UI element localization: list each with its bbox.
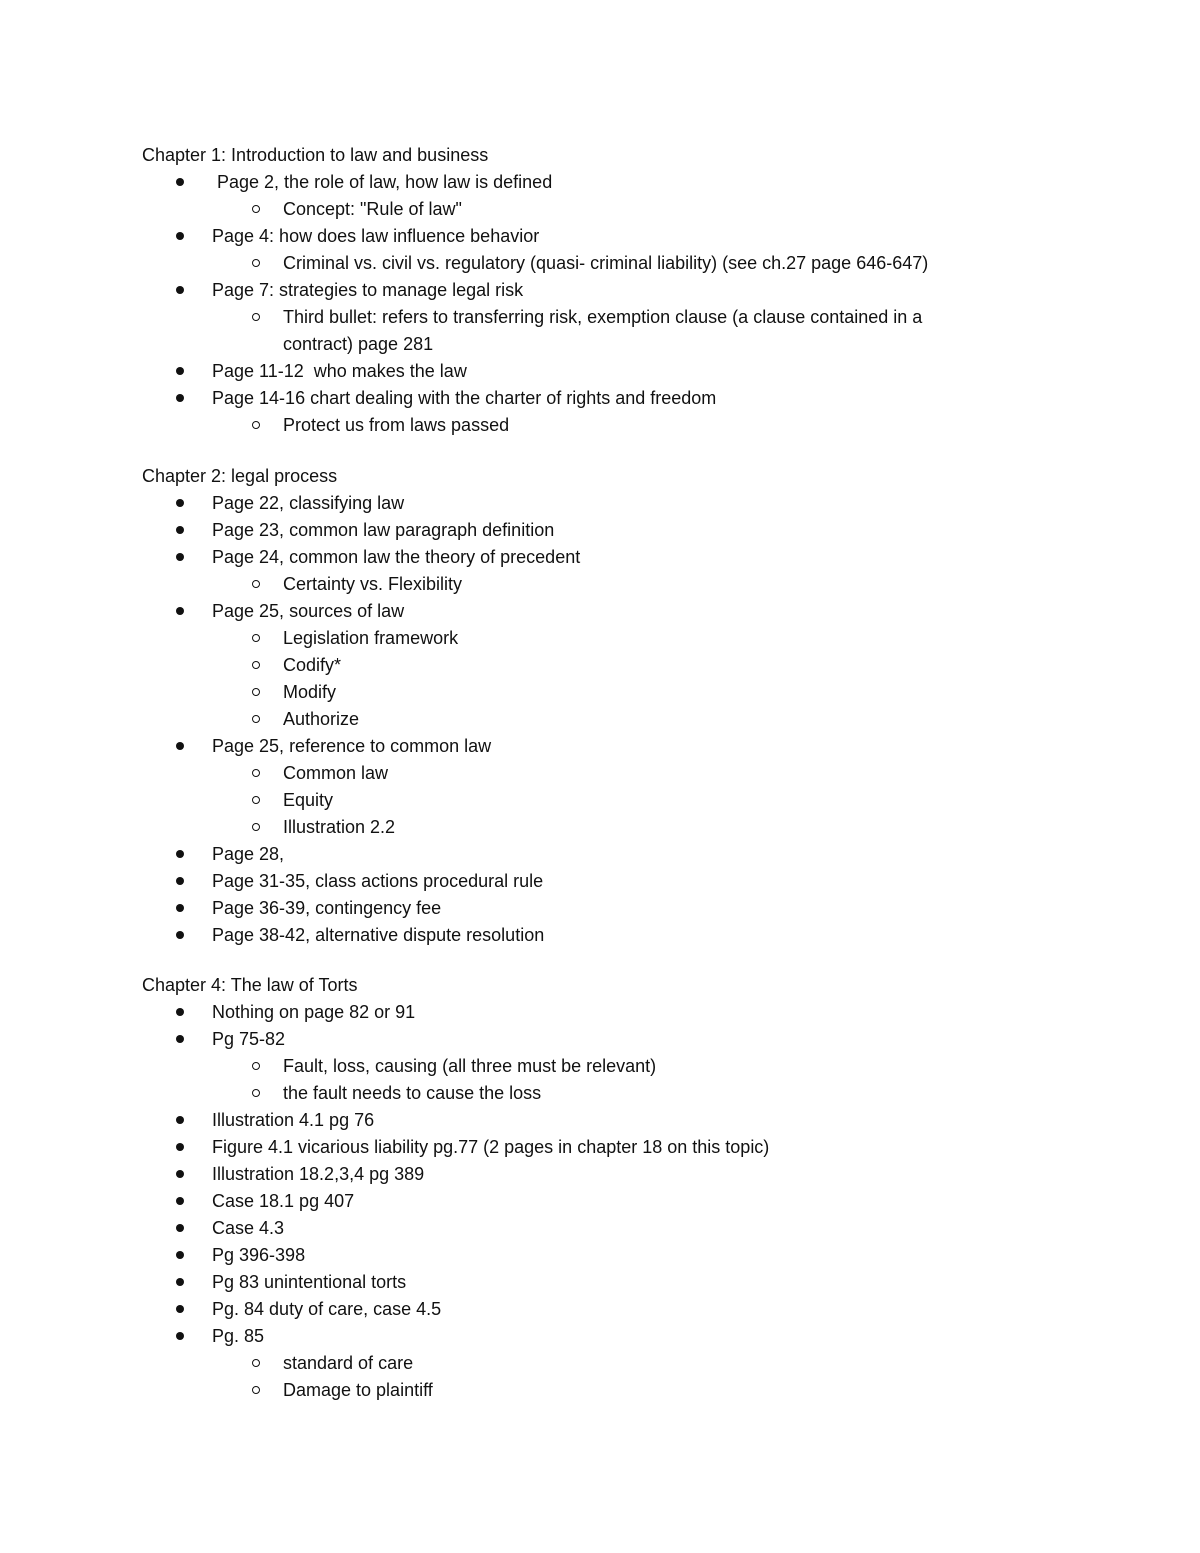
- list-item: [142, 517, 1122, 544]
- circle-bullet-icon: [252, 1350, 262, 1377]
- sub-list: [142, 196, 1122, 223]
- list-item-text: Figure 4.1 vicarious liability pg.77 (2 pages in chapter 18 on this topic): [212, 1137, 770, 1157]
- sub-list-item-text: Criminal vs. civil vs. regulatory (quasi- criminal liability) (see ch.27 page 646-647): [283, 253, 929, 273]
- circle-bullet-icon: [252, 1053, 262, 1080]
- sub-list-item-text: Fault, loss, causing (all three must be relevant): [283, 1056, 657, 1076]
- list-item-row: [142, 544, 1122, 571]
- sub-list-item-text: Third bullet: refers to transferring risk, exemption clause (a clause contained in a contract) page 281: [283, 307, 923, 354]
- list-item-row: [142, 733, 1122, 760]
- sub-list-item-text: Concept: "Rule of law": [283, 199, 462, 219]
- bullet-list: [142, 999, 1122, 1404]
- chapter-section: [142, 972, 1122, 1404]
- circle-bullet-icon: [252, 679, 262, 706]
- bullet-icon: [176, 1215, 188, 1242]
- list-item: [142, 1323, 1122, 1404]
- sub-list-item-text: Modify: [283, 682, 337, 702]
- circle-bullet-icon: [252, 304, 262, 331]
- list-item-text: Pg 396-398: [212, 1245, 306, 1265]
- list-item-text: Case 18.1 pg 407: [212, 1191, 355, 1211]
- list-item: [142, 544, 1122, 598]
- bullet-icon: [176, 1134, 188, 1161]
- bullet-icon: [176, 1269, 188, 1296]
- chapter-heading: Chapter 4: The law of Torts: [142, 975, 358, 995]
- circle-bullet-icon: [252, 250, 262, 277]
- sub-list-item-text: the fault needs to cause the loss: [283, 1083, 542, 1103]
- list-item: [142, 169, 1122, 223]
- sub-list-item-text: Certainty vs. Flexibility: [283, 574, 463, 594]
- list-item-row: [142, 1296, 1122, 1323]
- list-item-row: [142, 999, 1122, 1026]
- sub-list-item: [142, 1350, 983, 1377]
- bullet-icon: [176, 277, 188, 304]
- bullet-icon: [176, 385, 188, 412]
- sub-list-item-text: Equity: [283, 790, 334, 810]
- list-item-text: Pg. 84 duty of care, case 4.5: [212, 1299, 442, 1319]
- list-item-text: Page 25, reference to common law: [212, 736, 492, 756]
- list-item: [142, 922, 1122, 949]
- sub-list-item: [142, 625, 983, 652]
- bullet-icon: [176, 841, 188, 868]
- list-item-text: Page 36-39, contingency fee: [212, 898, 442, 918]
- list-item-row: [142, 868, 1122, 895]
- sub-list-item-text: standard of care: [283, 1353, 414, 1373]
- list-item-row: [142, 169, 1122, 196]
- bullet-icon: [176, 868, 188, 895]
- list-item-row: [142, 490, 1122, 517]
- list-item-text: Page 25, sources of law: [212, 601, 405, 621]
- list-item-row: [142, 598, 1122, 625]
- chapter-section: [142, 463, 1122, 949]
- list-item-row: [142, 517, 1122, 544]
- sub-list-item: [142, 304, 983, 358]
- circle-bullet-icon: [252, 571, 262, 598]
- circle-bullet-icon: [252, 787, 262, 814]
- bullet-icon: [176, 733, 188, 760]
- circle-bullet-icon: [252, 625, 262, 652]
- sub-list-item-text: Codify*: [283, 655, 342, 675]
- list-item-text: Page 28,: [212, 844, 285, 864]
- list-item-row: [142, 1161, 1122, 1188]
- list-item-row: [142, 895, 1122, 922]
- list-item-row: [142, 841, 1122, 868]
- sub-list-item: [142, 1053, 983, 1080]
- bullet-icon: [176, 1026, 188, 1053]
- bullet-icon: [176, 922, 188, 949]
- sub-list-item: [142, 787, 983, 814]
- sub-list-item-text: Legislation framework: [283, 628, 459, 648]
- bullet-icon: [176, 1242, 188, 1269]
- list-item: [142, 1107, 1122, 1134]
- bullet-icon: [176, 517, 188, 544]
- sub-list: [142, 1350, 1122, 1404]
- list-item-text: Pg. 85: [212, 1326, 265, 1346]
- list-item-row: [142, 223, 1122, 250]
- list-item-text: Page 4: how does law influence behavior: [212, 226, 540, 246]
- list-item: [142, 1134, 1122, 1161]
- bullet-icon: [176, 598, 188, 625]
- list-item-row: [142, 1134, 1122, 1161]
- circle-bullet-icon: [252, 1377, 262, 1404]
- list-item-text: Page 31-35, class actions procedural rule: [212, 871, 544, 891]
- list-item-text: Page 38-42, alternative dispute resolution: [212, 925, 545, 945]
- list-item: [142, 358, 1122, 385]
- list-item-row: [142, 358, 1122, 385]
- circle-bullet-icon: [252, 814, 262, 841]
- sub-list-item-text: Common law: [283, 763, 389, 783]
- bullet-icon: [176, 1296, 188, 1323]
- sub-list: [142, 304, 1122, 358]
- sub-list-item: [142, 196, 983, 223]
- sub-list: [142, 625, 1122, 733]
- circle-bullet-icon: [252, 412, 262, 439]
- sub-list-item: [142, 1080, 983, 1107]
- chapter-heading: Chapter 1: Introduction to law and business: [142, 145, 489, 165]
- sub-list-item: [142, 1377, 983, 1404]
- sub-list: [142, 760, 1122, 841]
- list-item-row: [142, 1323, 1122, 1350]
- bullet-icon: [176, 544, 188, 571]
- list-item-row: [142, 1269, 1122, 1296]
- sub-list-item-text: Illustration 2.2: [283, 817, 396, 837]
- bullet-icon: [176, 169, 188, 196]
- sub-list-item: [142, 571, 983, 598]
- sub-list-item: [142, 760, 983, 787]
- list-item-text: Case 4.3: [212, 1218, 285, 1238]
- list-item-text: Page 11-12 who makes the law: [212, 361, 467, 381]
- sub-list-item-text: Protect us from laws passed: [283, 415, 510, 435]
- list-item-row: [142, 1188, 1122, 1215]
- list-item: [142, 385, 1122, 439]
- list-item: [142, 1026, 1122, 1107]
- list-item: [142, 1242, 1122, 1269]
- circle-bullet-icon: [252, 652, 262, 679]
- sub-list: [142, 1053, 1122, 1107]
- list-item-text: Page 24, common law the theory of precedent: [212, 547, 581, 567]
- bullet-list: [142, 169, 1122, 439]
- list-item: [142, 598, 1122, 733]
- list-item-text: Page 22, classifying law: [212, 493, 405, 513]
- sub-list-item: [142, 679, 983, 706]
- list-item-row: [142, 922, 1122, 949]
- sub-list: [142, 412, 1122, 439]
- list-item: [142, 841, 1122, 868]
- chapter-heading: Chapter 2: legal process: [142, 466, 338, 486]
- list-item-row: [142, 1107, 1122, 1134]
- sub-list-item: [142, 412, 983, 439]
- sub-list: [142, 250, 1122, 277]
- list-item-text: Pg 83 unintentional torts: [212, 1272, 407, 1292]
- bullet-list: [142, 490, 1122, 949]
- list-item-text: Page 23, common law paragraph definition: [212, 520, 555, 540]
- sub-list-item: [142, 706, 983, 733]
- list-item: [142, 999, 1122, 1026]
- bullet-icon: [176, 1323, 188, 1350]
- sub-list-item: [142, 652, 983, 679]
- list-item: [142, 1296, 1122, 1323]
- list-item-text: Page 7: strategies to manage legal risk: [212, 280, 524, 300]
- sub-list: [142, 571, 1122, 598]
- list-item-text: Nothing on page 82 or 91: [212, 1002, 416, 1022]
- list-item-text: Pg 75-82: [212, 1029, 286, 1049]
- circle-bullet-icon: [252, 706, 262, 733]
- list-item-row: [142, 1215, 1122, 1242]
- bullet-icon: [176, 1188, 188, 1215]
- list-item-text: Page 14-16 chart dealing with the charter of rights and freedom: [212, 388, 717, 408]
- list-item-row: [142, 1242, 1122, 1269]
- sub-list-item-text: Authorize: [283, 709, 360, 729]
- list-item: [142, 1215, 1122, 1242]
- list-item-row: [142, 277, 1122, 304]
- chapter-section: [142, 142, 1122, 439]
- list-item-row: [142, 385, 1122, 412]
- list-item: [142, 895, 1122, 922]
- bullet-icon: [176, 895, 188, 922]
- sub-list-item: [142, 250, 983, 277]
- list-item: [142, 733, 1122, 841]
- bullet-icon: [176, 223, 188, 250]
- sub-list-item: [142, 814, 983, 841]
- bullet-icon: [176, 999, 188, 1026]
- list-item-text: Illustration 4.1 pg 76: [212, 1110, 375, 1130]
- circle-bullet-icon: [252, 1080, 262, 1107]
- list-item: [142, 868, 1122, 895]
- list-item: [142, 223, 1122, 277]
- list-item: [142, 1188, 1122, 1215]
- sub-list-item-text: Damage to plaintiff: [283, 1380, 433, 1400]
- list-item: [142, 1269, 1122, 1296]
- list-item-row: [142, 1026, 1122, 1053]
- bullet-icon: [176, 1161, 188, 1188]
- circle-bullet-icon: [252, 760, 262, 787]
- list-item-text: Illustration 18.2,3,4 pg 389: [212, 1164, 425, 1184]
- list-item: [142, 1161, 1122, 1188]
- list-item: [142, 490, 1122, 517]
- bullet-icon: [176, 358, 188, 385]
- circle-bullet-icon: [252, 196, 262, 223]
- bullet-icon: [176, 1107, 188, 1134]
- bullet-icon: [176, 490, 188, 517]
- list-item-text: Page 2, the role of law, how law is defined: [212, 172, 553, 192]
- list-item: [142, 277, 1122, 358]
